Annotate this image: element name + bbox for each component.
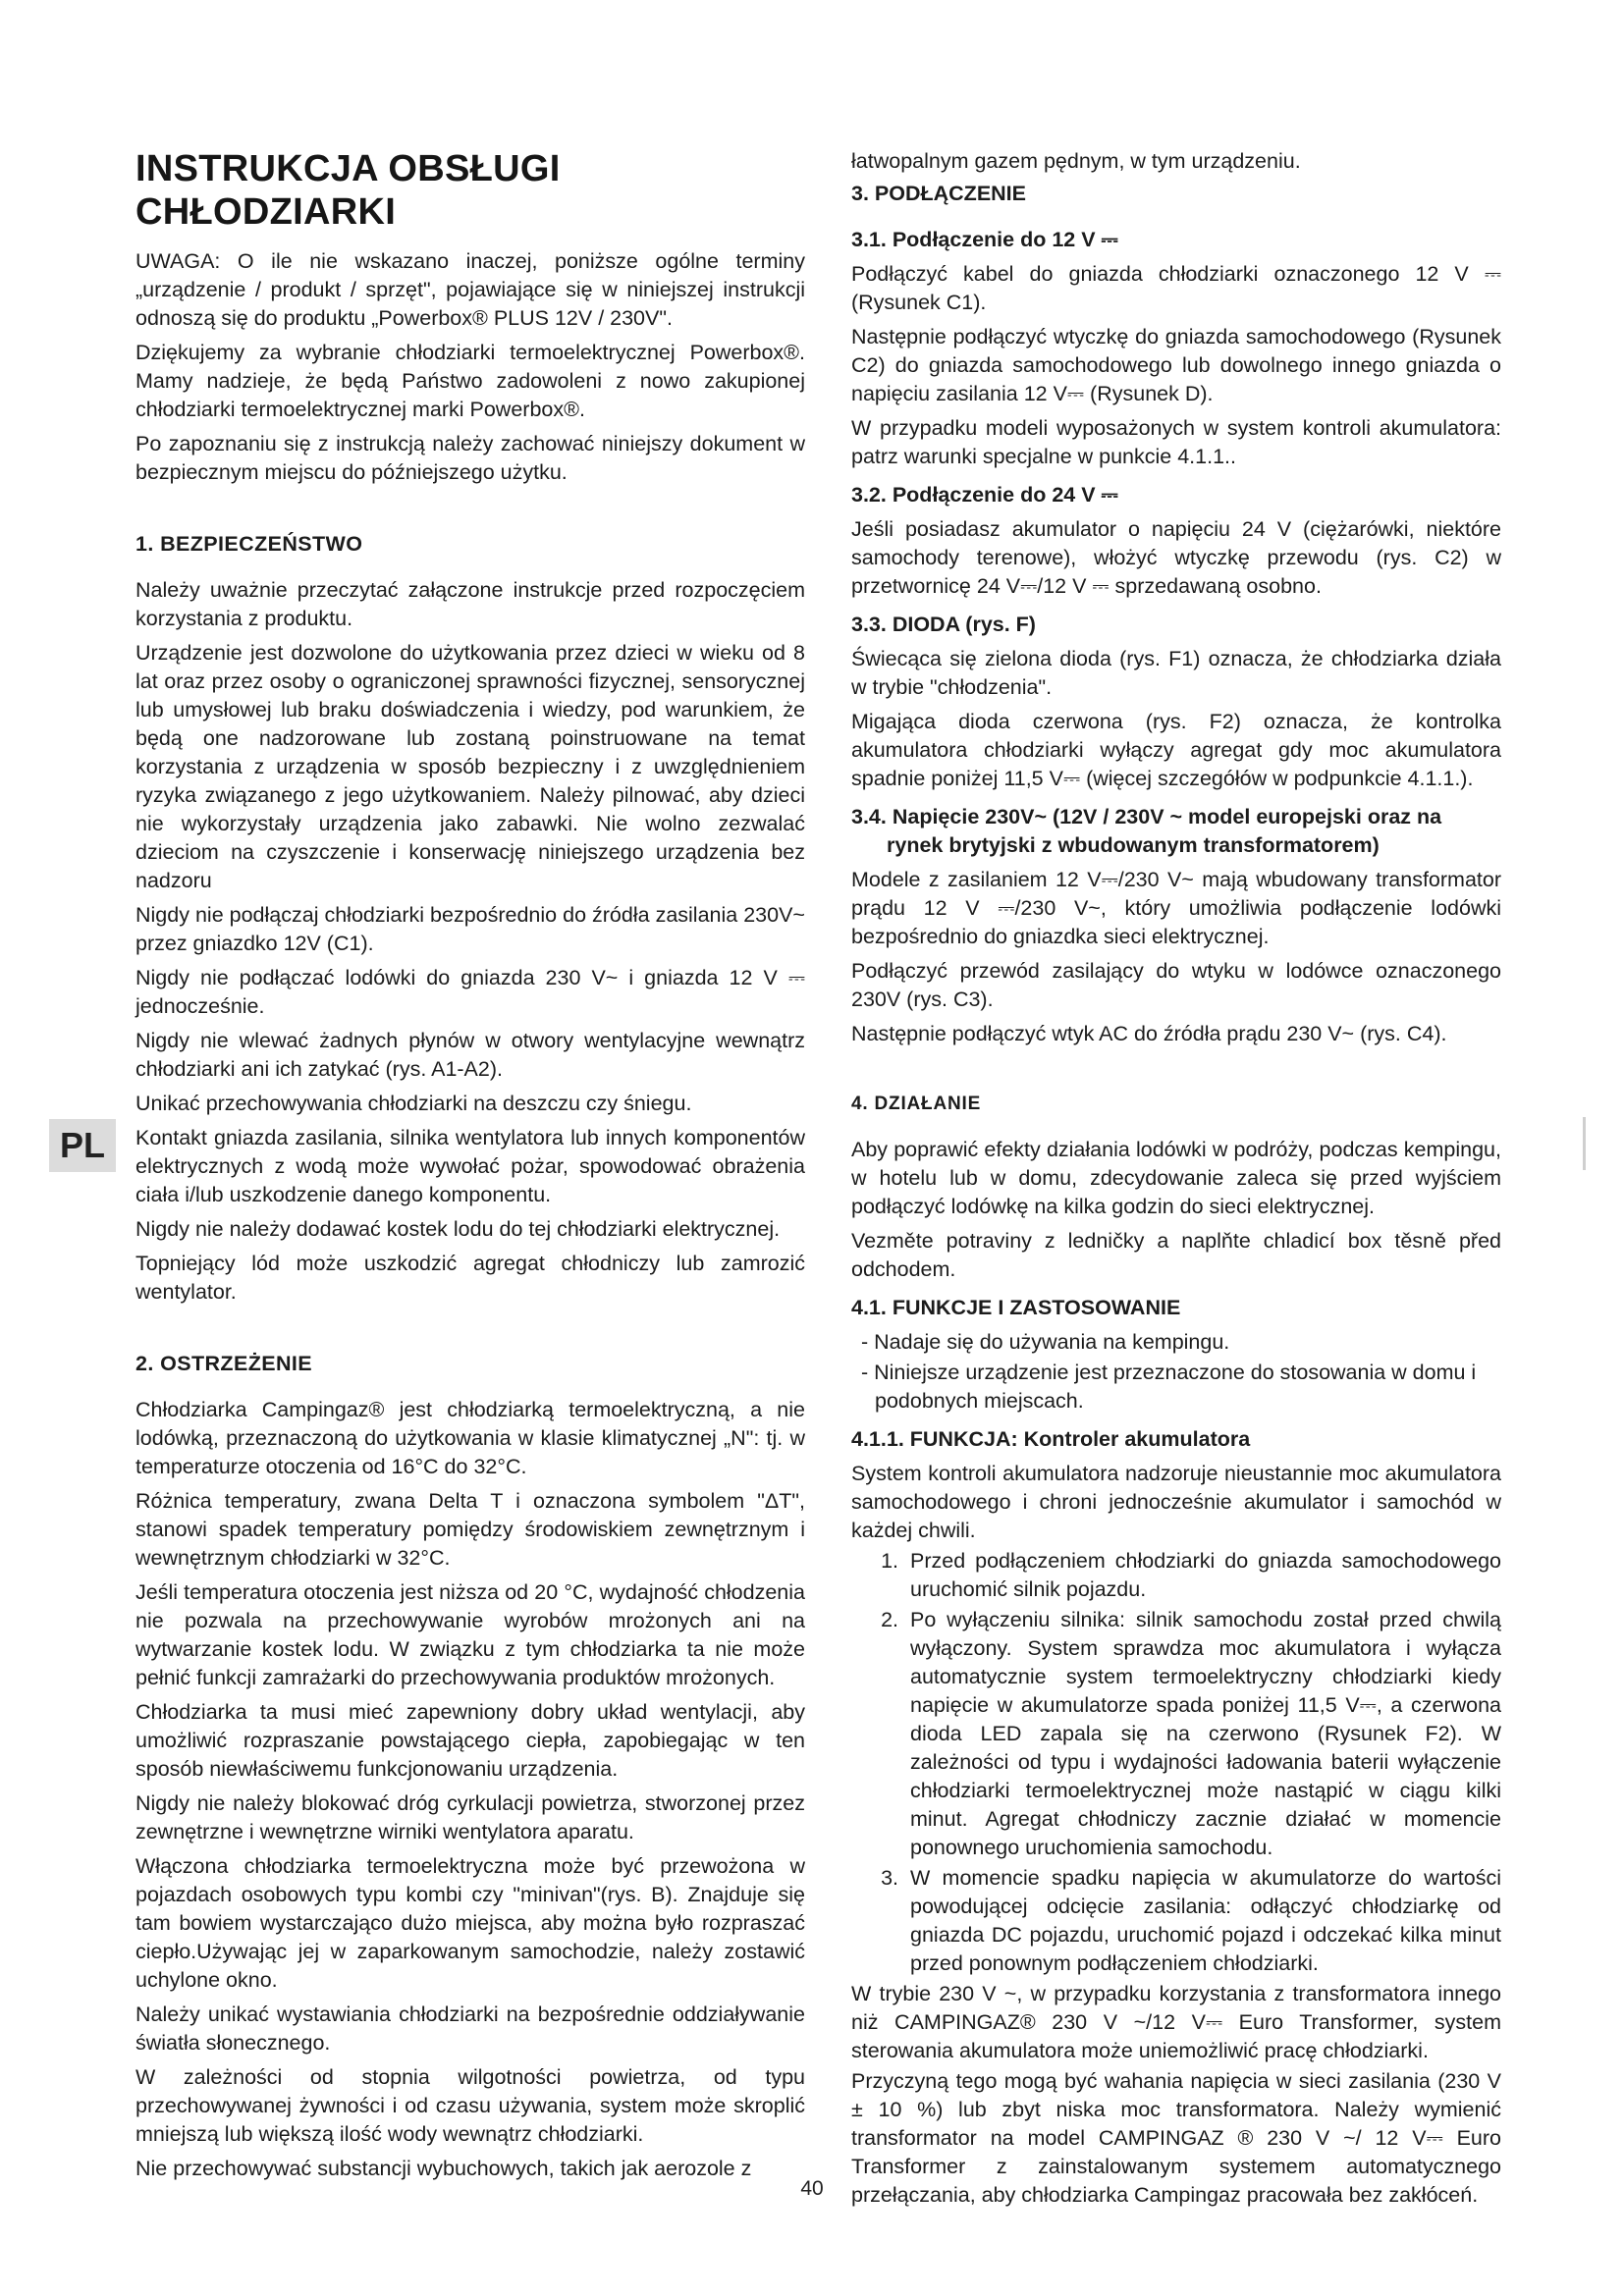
step-number: 1. xyxy=(881,1549,898,1573)
step-text: Po wyłączeniu silnika: silnik samochodu został przed chwilą wyłączony. System sprawdza moc akumulatora i wyłącza automatycznie system termoelektryczny chłodziarki kiedy napięcie w akumulatorze spada poniżej 11,5 V⎓, a czerwona dioda LED zapala się na czerwono (Rysunek F2). W zależności od typu i wydajności ładowania baterii wyłączenie chłodziarki termoelektrycznej może nastąpić w ciągu kilki minut. Agregat chłodniczy zacznie działać w momencie ponownego uruchomienia samochodu. xyxy=(910,1608,1501,1859)
safety-paragraph: Urządzenie jest dozwolone do użytkowania przez dzieci w wieku od 8 lat oraz przez osoby o ograniczonej sprawności fizycznej, sensorycznej lub umysłowej lub braku doświadczenia i wiedzy, pod warunkiem, że będą one nadzorowane lub zostaną poinstruowane na temat korzystania z urządzenia w sposób bezpieczny i z uwzględnieniem ryzyka związanego z jego użytkowaniem. Należy pilnować, aby dzieci nie wykorzystały urządzenia jako zabawki. Nie wolno zezwalać dzieciom na czyszczenie i konserwację niniejszego urządzenia bez nadzoru xyxy=(135,641,805,892)
section-heading-warning: 2. OSTRZEŻENIE xyxy=(135,1352,313,1375)
power-paragraph: Modele z zasilaniem 12 V⎓/230 V~ mają wbudowany transformator prądu 12 V ⎓/230 V~, który umożliwia podłączenie lodówki bezpośrednio do gniazdka sieci elektrycznej. xyxy=(851,868,1501,948)
operation-paragraph: Aby poprawić efekty działania lodówki w podróży, podczas kempingu, w hotelu lub w domu, zdecydowanie zaleca się przed wyjściem podłączyć lodówkę na kilka godzin do sieci elektrycznej. xyxy=(851,1138,1501,1218)
subsection-heading-230v-line2: rynek brytyjski z wbudowanym transformatorem) xyxy=(887,833,1380,857)
safety-paragraph: Nigdy nie podłączaj chłodziarki bezpośrednio do źródła zasilania 230V~ przez gniazdko 12V (C1). xyxy=(135,903,805,955)
margin-marker xyxy=(1583,1117,1586,1170)
warning-paragraph: Chłodziarka ta musi mieć zapewniony dobry układ wentylacji, aby umożliwić rozpraszanie powstającego ciepła, zapobiegając w ten sposób niewłaściwemu funkcjonowaniu urządzenia. xyxy=(135,1700,805,1781)
intro-paragraph: UWAGA: O ile nie wskazano inaczej, poniższe ogólne terminy „urządzenie / produkt / sprzęt", pojawiające się w niniejszej instrukcji odnoszą się do produktu „Powerbox® PLUS 12V / 230V". xyxy=(135,249,805,330)
subsection-heading-230v-line1: 3.4. Napięcie 230V~ (12V / 230V ~ model europejski oraz na xyxy=(851,805,1442,828)
closing-paragraph: W trybie 230 V ~, w przypadku korzystania z transformatora innego niż CAMPINGAZ® 230 V ~/12 V⎓ Euro Transformer, system sterowania akumulatora może uniemożliwić pracę chłodziarki. xyxy=(851,1982,1501,2062)
warning-paragraph: Włączona chłodziarka termoelektryczna może być przewożona w pojazdach osobowych typu kombi czy "minivan"(rys. B). Znajduje się tam bowiem wystarczająco dużo miejsca, aby można było rozpraszać ciepło.Używając jej w zaparkowanym samochodzie, należy zostawić uchylone okno. xyxy=(135,1854,805,1992)
battery-steps-list xyxy=(851,1547,1501,1978)
section-heading-operation: 4. DZIAŁANIE xyxy=(851,1094,982,1114)
list-item xyxy=(851,1864,1501,1978)
warning-paragraph: Nigdy nie należy blokować dróg cyrkulacji powietrza, stworzonej przez zewnętrzne i wewnętrzne wirniki wentylatora aparatu. xyxy=(135,1791,805,1843)
list-item: - Nadaje się do używania na kempingu. xyxy=(861,1330,1230,1354)
warning-paragraph: Chłodziarka Campingaz® jest chłodziarką termoelektryczną, a nie lodówką, przeznaczoną do użytkowania w klasie klimatycznej „N": tj. w temperaturze otoczenia od 16°C do 32°C. xyxy=(135,1398,805,1478)
list-item xyxy=(851,1606,1501,1862)
step-number: 2. xyxy=(881,1608,898,1631)
battery-intro-paragraph: System kontroli akumulatora nadzoruje nieustannie moc akumulatora samochodowego i chroni jednocześnie akumulator i samochód w każdej chwili. xyxy=(851,1462,1501,1542)
functions-list xyxy=(851,1328,1501,1415)
subsection-heading-functions: 4.1. FUNKCJE I ZASTOSOWANIE xyxy=(851,1296,1181,1319)
intro-paragraph: Po zapoznaniu się z instrukcją należy zachować niniejszy dokument w bezpiecznym miejscu do późniejszego użytku. xyxy=(135,432,805,484)
step-text: W momencie spadku napięcia w akumulatorze do wartości powodującej odcięcie zasilania: odłączyć chłodziarkę od gniazda DC pojazdu, uruchomić pojazd i odczekać kilka minut przed ponownym podłączeniem chłodziarki. xyxy=(910,1866,1501,1975)
safety-paragraph: Nigdy nie należy dodawać kostek lodu do tej chłodziarki elektrycznej. xyxy=(135,1217,781,1241)
operation-paragraph: Vezměte potraviny z ledničky a naplňte chladicí box těsně před odchodem. xyxy=(851,1229,1501,1281)
step-text: Przed podłączeniem chłodziarki do gniazda samochodowego uruchomić silnik pojazdu. xyxy=(910,1549,1501,1601)
list-item: - Niniejsze urządzenie jest przeznaczone do stosowania w domu i podobnych miejscach. xyxy=(861,1361,1477,1413)
warning-paragraph: Nie przechowywać substancji wybuchowych, takich jak aerozole z xyxy=(135,2157,752,2180)
list-item xyxy=(851,1547,1501,1604)
power-paragraph: Podłączyć przewód zasilający do wtyku w lodówce oznaczonego 230V (rys. C3). xyxy=(851,959,1501,1011)
led-paragraph: Świecąca się zielona dioda (rys. F1) oznacza, że chłodziarka działa w trybie "chłodzenia". xyxy=(851,647,1501,699)
warning-paragraph: Należy unikać wystawiania chłodziarki na bezpośrednie oddziaływanie światła słonecznego. xyxy=(135,2002,805,2055)
power-paragraph: Następnie podłączyć wtyk AC do źródła prądu 230 V~ (rys. C4). xyxy=(851,1022,1447,1045)
page-number: 40 xyxy=(800,2177,824,2200)
warning-paragraph: Różnica temperatury, zwana Delta T i oznaczona symbolem "ΔT", stanowi spadek temperatury pomiędzy środowiskiem zewnętrznym i wewnętrznym chłodziarki w 32°C. xyxy=(135,1489,805,1570)
subsection-heading-12v: 3.1. Podłączenie do 12 V ⎓ xyxy=(851,228,1118,251)
led-paragraph: Migająca dioda czerwona (rys. F2) oznacza, że kontrolka akumulatora chłodziarki wyłączy agregat gdy moc akumulatora spadnie poniżej 11,5 V⎓ (więcej szczegółów w podpunkcie 4.1.1.). xyxy=(851,710,1501,790)
safety-paragraph: Należy uważnie przeczytać załączone instrukcje przed rozpoczęciem korzystania z produktu. xyxy=(135,578,805,630)
continued-paragraph: łatwopalnym gazem pędnym, w tym urządzeniu. xyxy=(851,149,1301,173)
connection-paragraph: Podłączyć kabel do gniazda chłodziarki oznaczonego 12 V ⎓ (Rysunek C1). xyxy=(851,262,1501,314)
safety-paragraph: Topniejący lód może uszkodzić agregat chłodniczy lub zamrozić wentylator. xyxy=(135,1252,805,1304)
safety-paragraph: Unikać przechowywania chłodziarki na deszczu czy śniegu. xyxy=(135,1092,692,1115)
language-tab: PL xyxy=(49,1119,116,1172)
warning-paragraph: W zależności od stopnia wilgotności powietrza, od typu przechowywanej żywności i od czasu używania, system może skroplić mniejszą lub większą ilość wody wewnątrz chłodziarki. xyxy=(135,2065,805,2146)
section-heading-connection: 3. PODŁĄCZENIE xyxy=(851,182,1026,205)
warning-paragraph: Jeśli temperatura otoczenia jest niższa od 20 °C, wydajność chłodzenia nie pozwala na przechowywanie wyrobów mrożonych ani na wytwarzanie kostek lodu. W związku z tym chłodziarka ta nie może pełnić funkcji zamrażarki do przechowywania produktów mrożonych. xyxy=(135,1580,805,1689)
connection-paragraph: W przypadku modeli wyposażonych w system kontroli akumulatora: patrz warunki specjalne w punkcie 4.1.1.. xyxy=(851,416,1501,468)
closing-paragraph: Przyczyną tego mogą być wahania napięcia w sieci zasilania (230 V ± 10 %) lub zbyt niska moc transformatora. Należy wymienić transformator na model CAMPINGAZ ® 230 V ~/ 12 V⎓ Euro Transformer z zainstalowanym systemem automatycznego przełączania, aby chłodziarka Campingaz pracowała bez zakłóceń. xyxy=(851,2069,1501,2207)
safety-paragraph: Nigdy nie wlewać żadnych płynów w otwory wentylacyjne wewnątrz chłodziarki ani ich zatykać (rys. A1-A2). xyxy=(135,1029,805,1081)
subsection-heading-24v: 3.2. Podłączenie do 24 V ⎓ xyxy=(851,483,1118,507)
subsection-heading-led: 3.3. DIODA (rys. F) xyxy=(851,613,1036,636)
connection-paragraph: Jeśli posiadasz akumulator o napięciu 24 V (ciężarówki, niektóre samochody terenowe), włożyć wtyczkę przewodu (rys. C2) w przetwornicę 24 V⎓/12 V ⎓ sprzedawaną osobno. xyxy=(851,517,1501,598)
subsection-heading-battery-controller: 4.1.1. FUNKCJA: Kontroler akumulatora xyxy=(851,1427,1251,1451)
section-heading-safety: 1. BEZPIECZEŃSTWO xyxy=(135,532,363,556)
connection-paragraph: Następnie podłączyć wtyczkę do gniazda samochodowego (Rysunek C2) do gniazda samochodowego lub dowolnego innego gniazda o napięciu zasilania 12 V⎓ (Rysunek D). xyxy=(851,325,1501,405)
intro-paragraph: Dziękujemy za wybranie chłodziarki termoelektrycznej Powerbox®. Mamy nadzieje, że będą Państwo zadowoleni z nowo zakupionej chłodziarki termoelektrycznej marki Powerbox®. xyxy=(135,341,805,421)
page-title: INSTRUKCJA OBSŁUGI CHŁODZIARKI xyxy=(135,148,561,233)
left-column xyxy=(135,147,805,2189)
safety-paragraph: Kontakt gniazda zasilania, silnika wentylatora lub innych komponentów elektrycznych z wodą może wywołać pożar, spowodować obrażenia ciała i/lub uszkodzenie danego komponentu. xyxy=(135,1126,805,1206)
step-number: 3. xyxy=(881,1866,898,1890)
safety-paragraph: Nigdy nie podłączać lodówki do gniazda 230 V~ i gniazda 12 V ⎓ jednocześnie. xyxy=(135,966,805,1018)
right-column xyxy=(851,147,1501,2216)
subsection-heading-230v xyxy=(851,803,1501,860)
